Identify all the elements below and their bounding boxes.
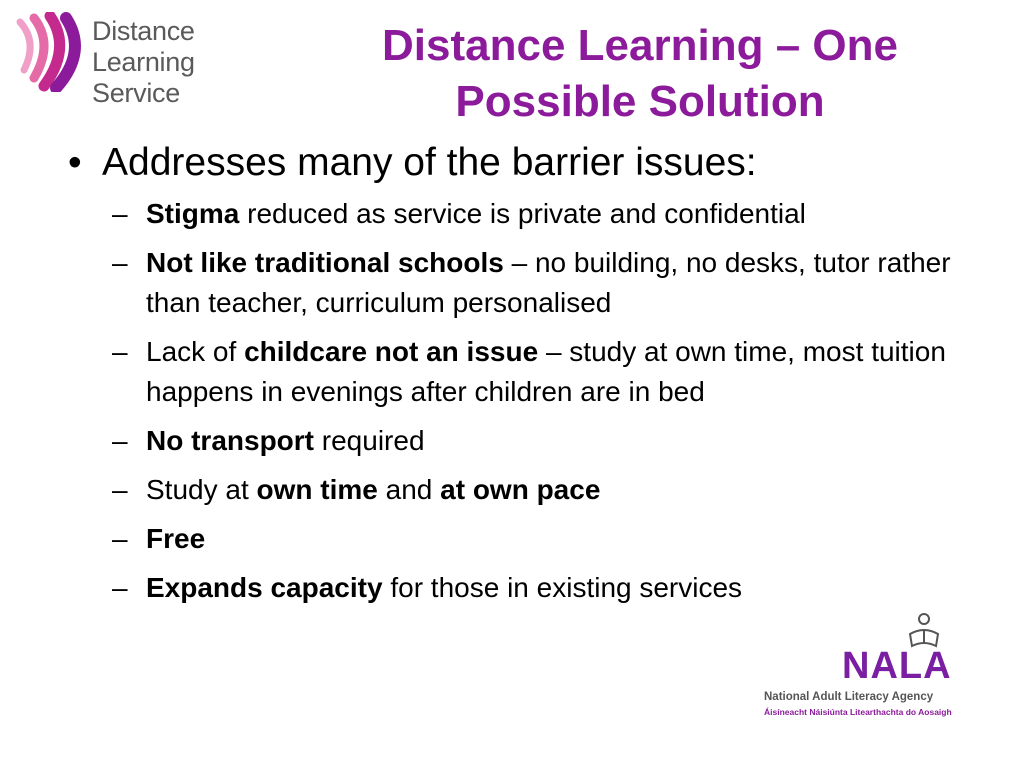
body-text: Lack of <box>146 336 245 367</box>
nala-logo <box>758 612 968 722</box>
purple-pink-arcs-icon <box>10 12 85 92</box>
bold-text: Expands capacity <box>146 572 383 603</box>
body-text: and <box>377 474 441 505</box>
sub-bullet-capacity <box>68 568 968 608</box>
title-line-2: Possible Solution <box>455 77 825 126</box>
body-text: Study at <box>146 474 257 505</box>
body-text: – study at own time, most tuition happens in evenings after children are in bed <box>146 336 946 407</box>
dash-marker: – <box>112 336 128 367</box>
sub-bullet-not-traditional <box>68 243 968 323</box>
logo-line-learning: Learning <box>92 47 195 77</box>
nala-wordmark: NALA <box>842 645 952 687</box>
nala-irish-subtitle: Áisíneacht Náisiúnta Litearthachta do Aosaigh <box>764 707 952 717</box>
body-text: for those in existing services <box>382 572 743 603</box>
bold-text: Not like traditional schools <box>146 247 504 278</box>
dash-marker: – <box>112 474 128 505</box>
bold-text: at own pace <box>440 474 601 505</box>
slide-content <box>68 140 968 617</box>
logo-line-distance: Distance <box>92 16 195 46</box>
sub-bullet-free <box>68 519 968 559</box>
body-text: required <box>314 425 425 456</box>
dash-marker: – <box>112 425 128 456</box>
bold-text: childcare not an issue <box>244 336 539 367</box>
bold-text: No transport <box>146 425 314 456</box>
dash-marker: – <box>112 198 128 229</box>
main-bullet-text: Addresses many of the barrier issues: <box>102 141 757 184</box>
title-line-1: Distance Learning – One <box>382 21 898 70</box>
distance-learning-service-logo <box>10 12 230 112</box>
bold-text: Free <box>146 523 206 554</box>
sub-bullet-transport <box>68 421 968 461</box>
sub-bullet-own-pace <box>68 470 968 510</box>
sub-bullet-childcare <box>68 332 968 412</box>
nala-subtitle: National Adult Literacy Agency <box>764 691 934 703</box>
bold-text: own time <box>256 474 378 505</box>
bullet-dot: • <box>68 141 82 184</box>
slide-title <box>300 18 980 130</box>
body-text: reduced as service is private and confidential <box>239 198 806 229</box>
main-bullet <box>68 140 968 186</box>
dash-marker: – <box>112 247 128 278</box>
bold-text: Stigma <box>146 198 240 229</box>
dash-marker: – <box>112 523 128 554</box>
sub-bullet-stigma <box>68 194 968 234</box>
logo-line-service: Service <box>92 78 180 108</box>
body-text: – no building, no desks, tutor rather than teacher, curriculum personalised <box>146 247 951 318</box>
logo-text <box>92 16 195 109</box>
dash-marker: – <box>112 572 128 603</box>
